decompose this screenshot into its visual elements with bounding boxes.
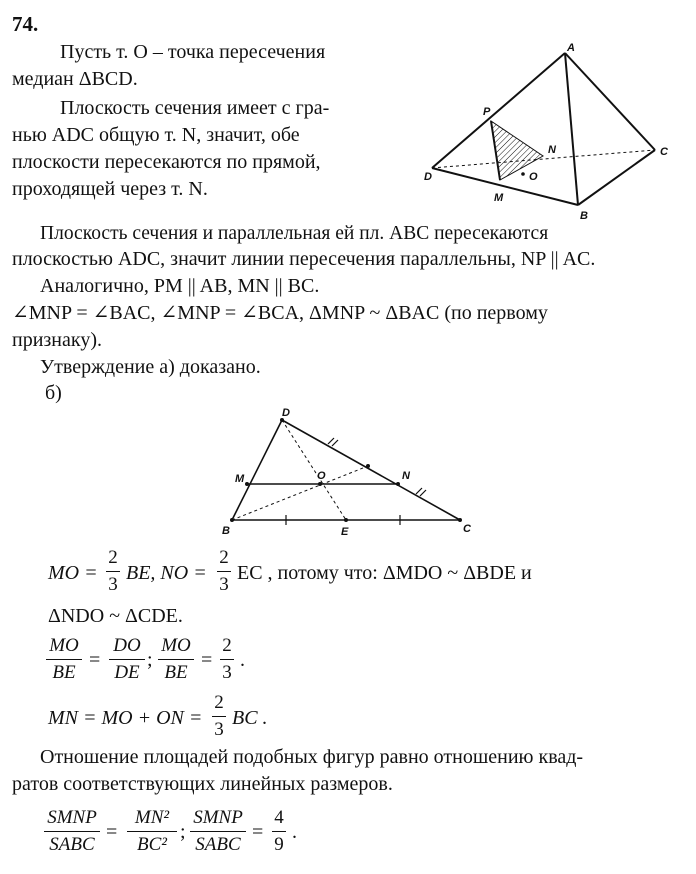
label-d: D [282,407,290,419]
f1-tail: EC , потому что: ΔMDO ~ ΔBDE и [237,562,532,584]
final-frac-4 [272,806,286,857]
edge-ac [565,53,655,150]
point-e [344,518,348,522]
label-o: O [317,470,326,482]
label-b: B [222,525,230,537]
point-mid-dc [366,464,370,468]
frac-bar [44,831,100,832]
f2-frac-4 [220,634,234,685]
frac-bar [109,659,145,660]
final-num-3: SMNP [193,807,243,828]
final-den-2: BC² [137,834,167,855]
side-dc [282,420,460,520]
f2-num-2: DO [113,635,141,656]
f1-num-1: 2 [108,547,118,568]
f2-sep: ; [147,649,153,671]
intro-line-1: Пусть т. O – точка пересечения [60,41,326,63]
final-sep: ; [180,821,186,843]
label-a: A [567,42,575,54]
tick-nc-2 [420,490,426,496]
frac-bar [190,831,246,832]
f3-bc: BC . [232,707,268,729]
para2-line-4: ∠MNP = ∠BAC, ∠MNP = ∠BCA, ΔMNP ~ ΔBAC (по первому [12,302,548,324]
conclusion-line-2: ратов соответствующих линейных размеров. [12,773,393,795]
final-frac-3 [190,806,246,857]
para2-line-1: Плоскость сечения и параллельная ей пл. ABC пересекаются [40,223,549,244]
tick-dn-1 [328,438,334,444]
para2-line-6: Утверждение а) доказано. [40,356,261,378]
f2-num-1: MO [49,635,79,656]
label-m: M [235,473,245,485]
f2-frac-3 [158,634,194,685]
frac-bar [220,659,234,660]
edge-bc [578,150,655,205]
f1-frac-1 [106,546,120,597]
f2-frac-1 [46,634,82,685]
median-de [282,420,346,520]
intro-line-2: медиан ΔBCD. [12,68,138,90]
point-o2 [318,482,322,486]
label-d: D [424,171,432,183]
final-eq-1: = [106,821,118,843]
f2-den-2: DE [114,662,140,683]
f2-den-1: BE [52,662,76,683]
label-m: M [494,192,504,204]
f3-den: 3 [214,719,224,740]
point-b [230,518,234,522]
frac-bar [106,571,120,572]
para2-line-3: Аналогично, PM || AB, MN || BC. [40,275,320,297]
f2-eq-1: = [89,649,101,671]
f2-num-4: 2 [222,635,232,656]
f1-den-1: 3 [108,574,118,595]
f1-line-2: ΔNDO ~ ΔCDE. [48,605,183,627]
label-o: O [529,171,538,183]
label-n: N [548,144,556,156]
label-c: C [660,146,668,158]
label-b: B [580,210,588,222]
para2-line-2: плоскостью ADC, значит линии пересечения параллельны, NP || AC. [12,248,596,270]
f2-end: . [240,649,245,671]
f2-den-3: BE [164,662,188,683]
final-frac-1 [44,806,100,857]
para2-line-5: признаку). [12,329,102,351]
point-o [521,172,525,176]
tick-nc-1 [416,488,422,494]
point-n [396,482,400,486]
f3-num: 2 [214,692,224,713]
final-den-3: SABC [195,834,241,855]
frac-bar [272,831,286,832]
label-c: C [463,523,471,535]
label-p: P [483,106,491,118]
triangle-figure [220,402,480,542]
problem-number: 74. [12,12,39,36]
median-b [232,466,368,520]
final-den-1: SABC [49,834,95,855]
f2-num-3: MO [161,635,191,656]
final-num-2: MN² [134,807,170,828]
pyramid-figure [410,35,690,225]
f1-frac-2 [217,546,231,597]
label-e: E [341,526,349,538]
frac-bar [217,571,231,572]
frac-bar [46,659,82,660]
frac-bar [158,659,194,660]
final-den-4: 9 [274,834,284,855]
frac-bar [127,831,177,832]
conclusion-line-1: Отношение площадей подобных фигур равно отношению квад- [40,746,584,768]
intro-line-4: нью ADC общую т. N, значит, обе [12,124,300,146]
final-eq-2: = [252,821,264,843]
point-m [245,482,249,486]
final-num-4: 4 [274,807,284,828]
f2-den-4: 3 [222,662,232,683]
f2-frac-2 [109,634,145,685]
f1-den-2: 3 [219,574,229,595]
frac-bar [212,716,226,717]
edge-dc-hidden [432,150,655,168]
f1-num-2: 2 [219,547,229,568]
f3-frac [212,691,226,742]
f1-mo: MO = [48,562,98,584]
label-n: N [402,470,410,482]
final-frac-2 [127,806,177,857]
intro-line-5: плоскости пересекаются по прямой, [12,151,321,173]
edge-ab [565,53,578,205]
point-c [458,518,462,522]
final-num-1: SMNP [47,807,97,828]
f2-eq-2: = [201,649,213,671]
intro-line-3: Плоскость сечения имеет с гра- [60,97,330,119]
f1-be-no: BE, NO = [126,562,207,584]
f3-mn: MN = MO + ON = [48,707,203,729]
para2-line-7: б) [45,382,62,404]
tick-dn-2 [332,440,338,446]
intro-line-6: проходящей через т. N. [12,178,208,200]
side-db [232,420,282,520]
final-end: . [292,821,297,843]
